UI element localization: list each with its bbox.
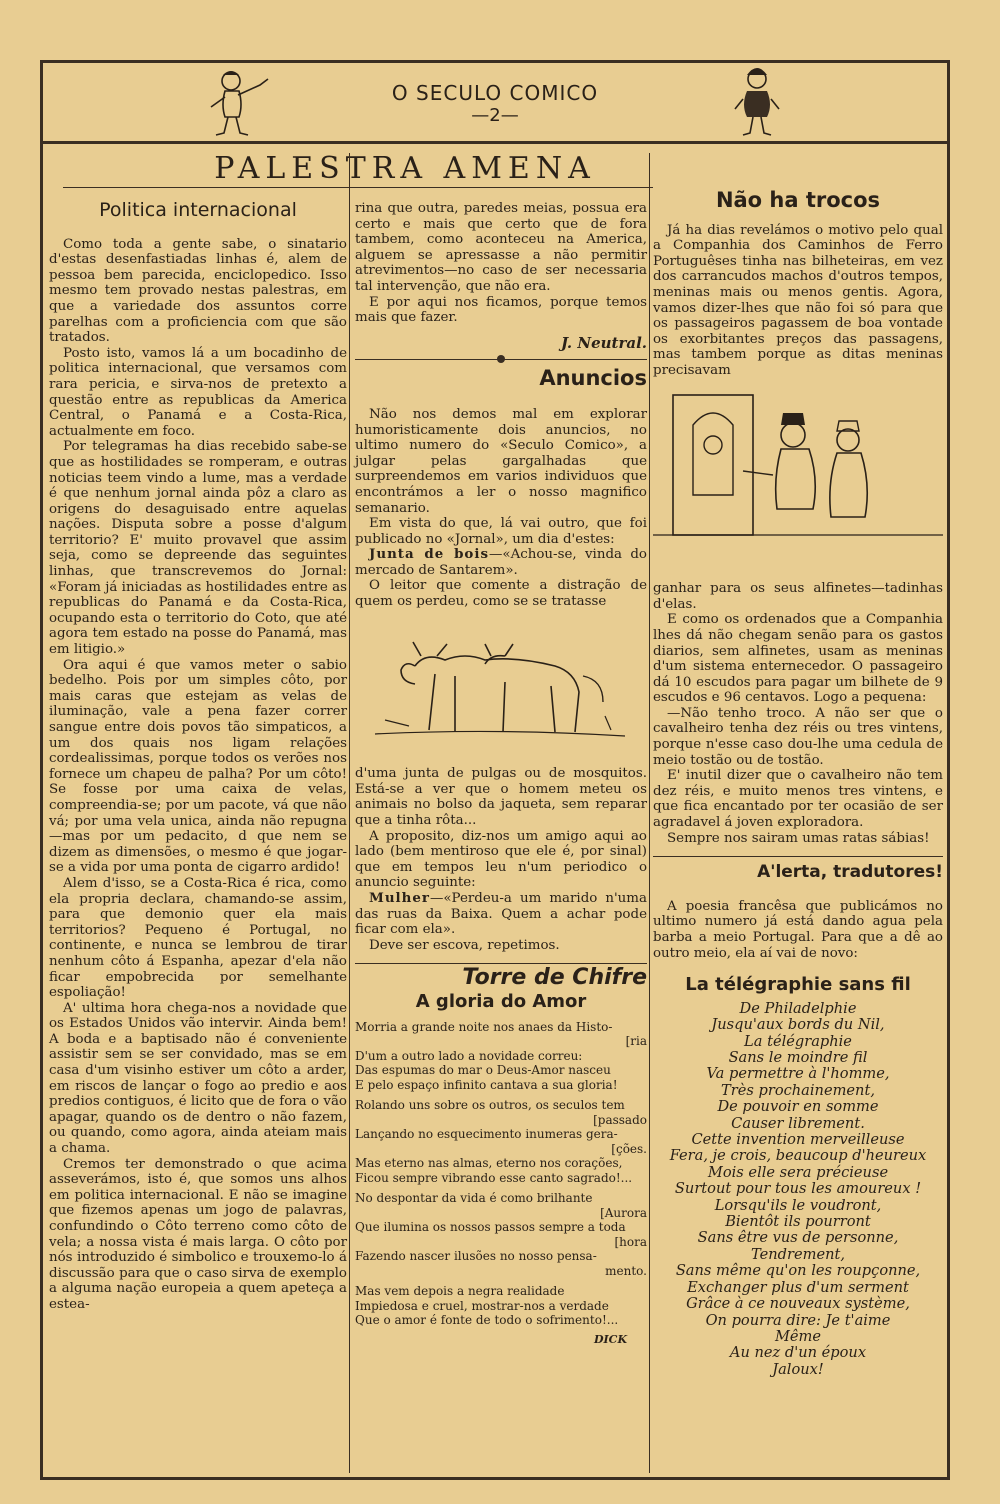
poem-line: Que o amor é fonte de todo o sofrimento!... xyxy=(355,1313,619,1328)
poem-line: [ria xyxy=(625,1034,647,1049)
poem-signature: DICK xyxy=(594,1332,627,1346)
ads-heading: Anuncios xyxy=(539,366,647,391)
ornamental-rule xyxy=(355,355,647,363)
french-poem xyxy=(653,1001,943,1378)
ad-lead: Mulher xyxy=(369,890,430,906)
paragraph: Não nos demos mal em explorar humoristicamente dois anuncios, no ultimo numero do «Seculo Comico», a julgar pelas gargalhadas que surpreendemos em varios individuos que encontrámos a ler o nosso magnifico semanario. xyxy=(355,406,647,516)
poem-line: Morria a grande noite nos anaes da Histo- xyxy=(355,1019,613,1034)
paragraph: Cremos ter demonstrado o que acima asseverámos, isto é, que somos uns alhos em politica internacional. E não se imagine que fizemos apenas um jogo de palavras, confundindo o Côto terreno como côto de vela; a nossa vista é mais larga. O côto por nós introduzido é simbolico e trouxemo-lo á discussão para que o caso sirva de exemplo a alguma nação europeia a quem apeteça a esteа- xyxy=(49,1156,347,1312)
poem-line: No despontar da vida é como brilhante xyxy=(355,1191,593,1206)
french-poem-line: Grâce à ce nouveaux système, xyxy=(686,1295,910,1313)
ad-lead: Junta de bois xyxy=(369,546,489,563)
french-poem-line: Sans même qu'on les roupçonne, xyxy=(675,1262,921,1280)
french-poem-line: Lorsqu'ils le voudront, xyxy=(714,1196,882,1214)
paragraph: A poesia francêsa que publicámos no ultimo numero já está dando agua pela barba a meio Portugal. Para que a dê ao outro meio, ela aí vai de novo: xyxy=(653,898,943,961)
poem-line: Impiedosa e cruel, mostrar-nos a verdade xyxy=(355,1298,609,1313)
french-poem-line: Cette invention merveilleuse xyxy=(691,1131,905,1149)
poem-line: Das espumas do mar o Deus-Amor nasceu xyxy=(355,1063,611,1078)
poem-line: Que ilumina os nossos passos sempre a toda xyxy=(355,1220,626,1235)
paragraph: d'uma junta de pulgas ou de mosquitos. Está-se a ver que o homem meteu os animais no bolso da jaqueta, sem reparar que a tinha rôta... xyxy=(355,766,647,829)
ad-text: —«Perdeu-a um marido n'uma das ruas da Baixa. Quem a achar pode ficar com ela». xyxy=(355,891,647,938)
french-poem-line: Au nez d'un époux xyxy=(729,1344,867,1362)
poem-line: mento. xyxy=(605,1263,647,1278)
alerta-heading: A'lerta, tradutores! xyxy=(757,862,943,883)
ticket-office-illustration xyxy=(653,385,943,576)
french-poem-line: Jaloux! xyxy=(772,1360,824,1378)
french-poem-line: Sans le moindre fil xyxy=(728,1049,868,1066)
masthead xyxy=(43,63,947,144)
ad-text: —«Achou-se, vinda do mercado de Santarem». xyxy=(355,547,647,578)
poem-line: Fazendo nascer ilusões no nosso pensa- xyxy=(355,1249,597,1264)
french-poem-line: Causer librement. xyxy=(731,1114,865,1132)
french-poem-line: On pourra dire: Je t'aime xyxy=(705,1311,891,1329)
french-poem-title: La télégraphie sans fil xyxy=(685,974,911,996)
paragraph: ganhar para os seus alfinetes—tadinhas d'elas. xyxy=(653,581,943,612)
paragraph: O leitor que comente a distração de quem os perdeu, como se se tratasse xyxy=(355,578,647,610)
paragraph: rina que outra, paredes meias, possua era certo e mais que certo que de fora tambem, como aconteceu na America, alguem se apressasse a não permitir atrevimentos—no caso de ser necessaria tal intervenção, que não era. xyxy=(355,201,647,294)
section-banner: PALESTRA AMENA xyxy=(214,151,596,186)
poem-line: Lançando no esquecimento inumeras gera- xyxy=(355,1127,618,1142)
bulls-illustration xyxy=(355,616,647,761)
ad-entry xyxy=(355,891,647,938)
french-poem-line: Bientôt ils pourront xyxy=(725,1213,871,1231)
poem-line: [Aurora xyxy=(600,1205,647,1220)
masthead-title: O SECULO COMICO xyxy=(391,81,599,105)
poem-line: E pelo espaço infinito cantava a sua gloria! xyxy=(355,1077,618,1092)
french-poem-line: De pouvoir en somme xyxy=(717,1098,879,1116)
paragraph: Ora aqui é que vamos meter o sabio bedelho. Pois por um simples côto, por mais caras que estejam as velas de iluminação, vale a pena fazer correr sangue entre dois povos tão simpaticos, a um dos quais nos ligam relações cordealissimas, porque todos os verões nos fornece um chapeu de palha? Por um côto! Se fosse por uma caixa de velas, compreendia-se; por um pacote, vá que não vá; por uma vela unica, ainda não repugna—mas por um pedacito, d que nem se dizem as dimensões, o mesmo é que jogar-se a vida por uma ponta de cigarro ardido! xyxy=(49,657,347,876)
poem-line: Rolando uns sobre os outros, os seculos tem xyxy=(355,1098,625,1113)
page-number: —2— xyxy=(471,105,519,126)
paragraph: Alem d'isso, se a Costa-Rica é rica, como ela propria declara, chamando-se assim, para que demonio quer ela mais territorios? Pequeno é Portugal, no continente, e nunca se lembrou de tirar nenhum côto á Espanha, apezar d'ela não ficar empobrecida por semelhante espoliação! xyxy=(49,875,347,1001)
poem-line: Mas eterno nas almas, eterno nos corações, xyxy=(355,1156,623,1171)
article-title: Politica internacional xyxy=(99,199,297,221)
french-poem-line: Sans être vus de personne, xyxy=(697,1229,899,1247)
french-poem-line: Surtout pour tous les amoureux ! xyxy=(674,1180,922,1198)
article-title: Não ha trocos xyxy=(715,188,881,212)
poem-title: A gloria do Amor xyxy=(415,990,587,1012)
french-poem-line: Jusqu'aux bords du Nil, xyxy=(711,1016,885,1034)
column-trocos xyxy=(653,188,943,1378)
poem-line: [passado xyxy=(593,1112,647,1127)
poem-line: D'um a outro lado a novidade correu: xyxy=(355,1048,583,1063)
paragraph: Por telegramas ha dias recebido sabe-se que as hostilidades se romperam, e outras noticias teem vindo a lume, mas a verdade é que nenhum jornal ainda pôz a claro as origens do desaguisado entre aquelas nações. Disputa sobre a posse d'algum territorio? E' muito provavel que assim seja, como se depreende das seguintes linhas, que transcrevemos do Jornal: «Foram já iniciadas as hostilidades entre as republicas do Panamá e da Costa-Rica, ocupando esta o territorio do Coto, que até agora tem estado na posse do Panamá, mas em litigio.» xyxy=(49,439,347,658)
french-poem-line: Mois elle sera précieuse xyxy=(707,1163,889,1181)
poem xyxy=(355,1020,647,1328)
poem-line: Mas vem depois a negra realidade xyxy=(355,1284,565,1299)
ad-entry xyxy=(355,547,647,578)
paragraph: Sempre nos sairam umas ratas sábias! xyxy=(667,830,930,846)
french-poem-line: Va permettre à l'homme, xyxy=(706,1065,890,1083)
poem-line: [hora xyxy=(614,1234,647,1249)
section-rule xyxy=(355,963,647,964)
french-poem-line: Fera, je crois, beaucoup d'heureux xyxy=(669,1147,927,1165)
paragraph: E' inutil dizer que o cavalheiro não tem dez réis, e muito menos tres vintens, e que fica encantado por ter ocasião de ser agradavel á joven exploradora. xyxy=(653,768,943,831)
column-anuncios xyxy=(355,201,647,1347)
french-poem-line: Exchanger plus d'um serment xyxy=(687,1278,909,1296)
french-poem-line: Même xyxy=(774,1327,822,1345)
poem-line: [ções. xyxy=(611,1141,647,1156)
paragraph: Deve ser escova, repetimos. xyxy=(369,937,560,953)
column-divider xyxy=(649,153,650,1473)
torre-heading: Torre de Chifre xyxy=(462,965,647,991)
paragraph: E por aqui nos ficamos, porque temos mais que fazer. xyxy=(355,294,647,326)
paragraph: Como toda a gente sabe, o sinatario d'estas desenfastiadas linhas é, alem de pessoa bem parecida, enciclopedico. Isso mesmo tem provado nestas palestras, em que a variedade dos assuntos corre parelhas com a proficiencia com que são tratados. xyxy=(49,236,347,346)
signature: J. Neutral. xyxy=(560,333,647,352)
french-poem-line: De Philadelphie xyxy=(739,999,857,1017)
section-rule xyxy=(653,856,943,857)
paragraph: A' ultima hora chega-nos a novidade que os Estados Unidos vão intervir. Ainda bem! A boda e a baptisado não é conveniente assistir sem se ser convidado, mas se em casa d'um visinho estiver um côto a arder, em riscos de lançar o fogo ao predio e aos predios contiguos, é licito que de fora o vão apagar, quando os de dentro o não fazem, ou quando, como agora, ainda ateiam mais a chama. xyxy=(49,1000,347,1157)
poem-line: Ficou sempre vibrando esse canto sagrado!... xyxy=(355,1170,633,1185)
banner-rule xyxy=(63,187,653,188)
french-poem-line: La télégraphie xyxy=(744,1032,852,1050)
paragraph: Já ha dias revelámos o motivo pelo qual a Companhia dos Caminhos de Ferro Portuguêses tinha nas bilheteiras, em vez dos carrancudos machos d'outros tempos, meninas mais ou menos gentis. Agora, vamos dizer-lhes que não foi só para que os passageiros pagassem de boa vontade os exorbitantes preços das passagens, mas tambem porque as ditas meninas precisavam xyxy=(653,222,943,378)
french-poem-line: Tendrement, xyxy=(751,1245,845,1263)
french-poem-line: Très prochainement, xyxy=(721,1081,875,1099)
paragraph: A proposito, diz-nos um amigo aqui ao lado (bem mentiroso que ele é, por sinal) que em tempos leu n'um periodico o anuncio seguinte: xyxy=(355,828,647,891)
column-divider xyxy=(349,153,350,1473)
paragraph: E como os ordenados que a Companhia lhes dá não chegam senão para os gastos diarios, sem alfinetes, usam as meninas d'um sistema enternecedor. O passageiro dá 10 escudos para pagar um bilhete de 9 escudos e 96 centavos. Logo a pequena: xyxy=(653,612,943,706)
paragraph: Em vista do que, lá vai outro, que foi publicado no «Jornal», um dia d'estes: xyxy=(355,516,647,547)
column-politica xyxy=(49,199,347,1313)
paragraph: Posto isto, vamos lá a um bocadinho de politica internacional, que versamos com rara pericia, e sirva-nos de pretexto a questão entre as republicas da America Central, o Panamá e a Costa-Rica, actualmente em foco. xyxy=(49,345,347,439)
page-frame xyxy=(40,60,950,1480)
paragraph: —Não tenho troco. A não ser que o cavalheiro tenha dez réis ou tres vintens, porque n'esse caso dou-lhe uma cedula de meio tostão ou de tostão. xyxy=(653,705,943,768)
